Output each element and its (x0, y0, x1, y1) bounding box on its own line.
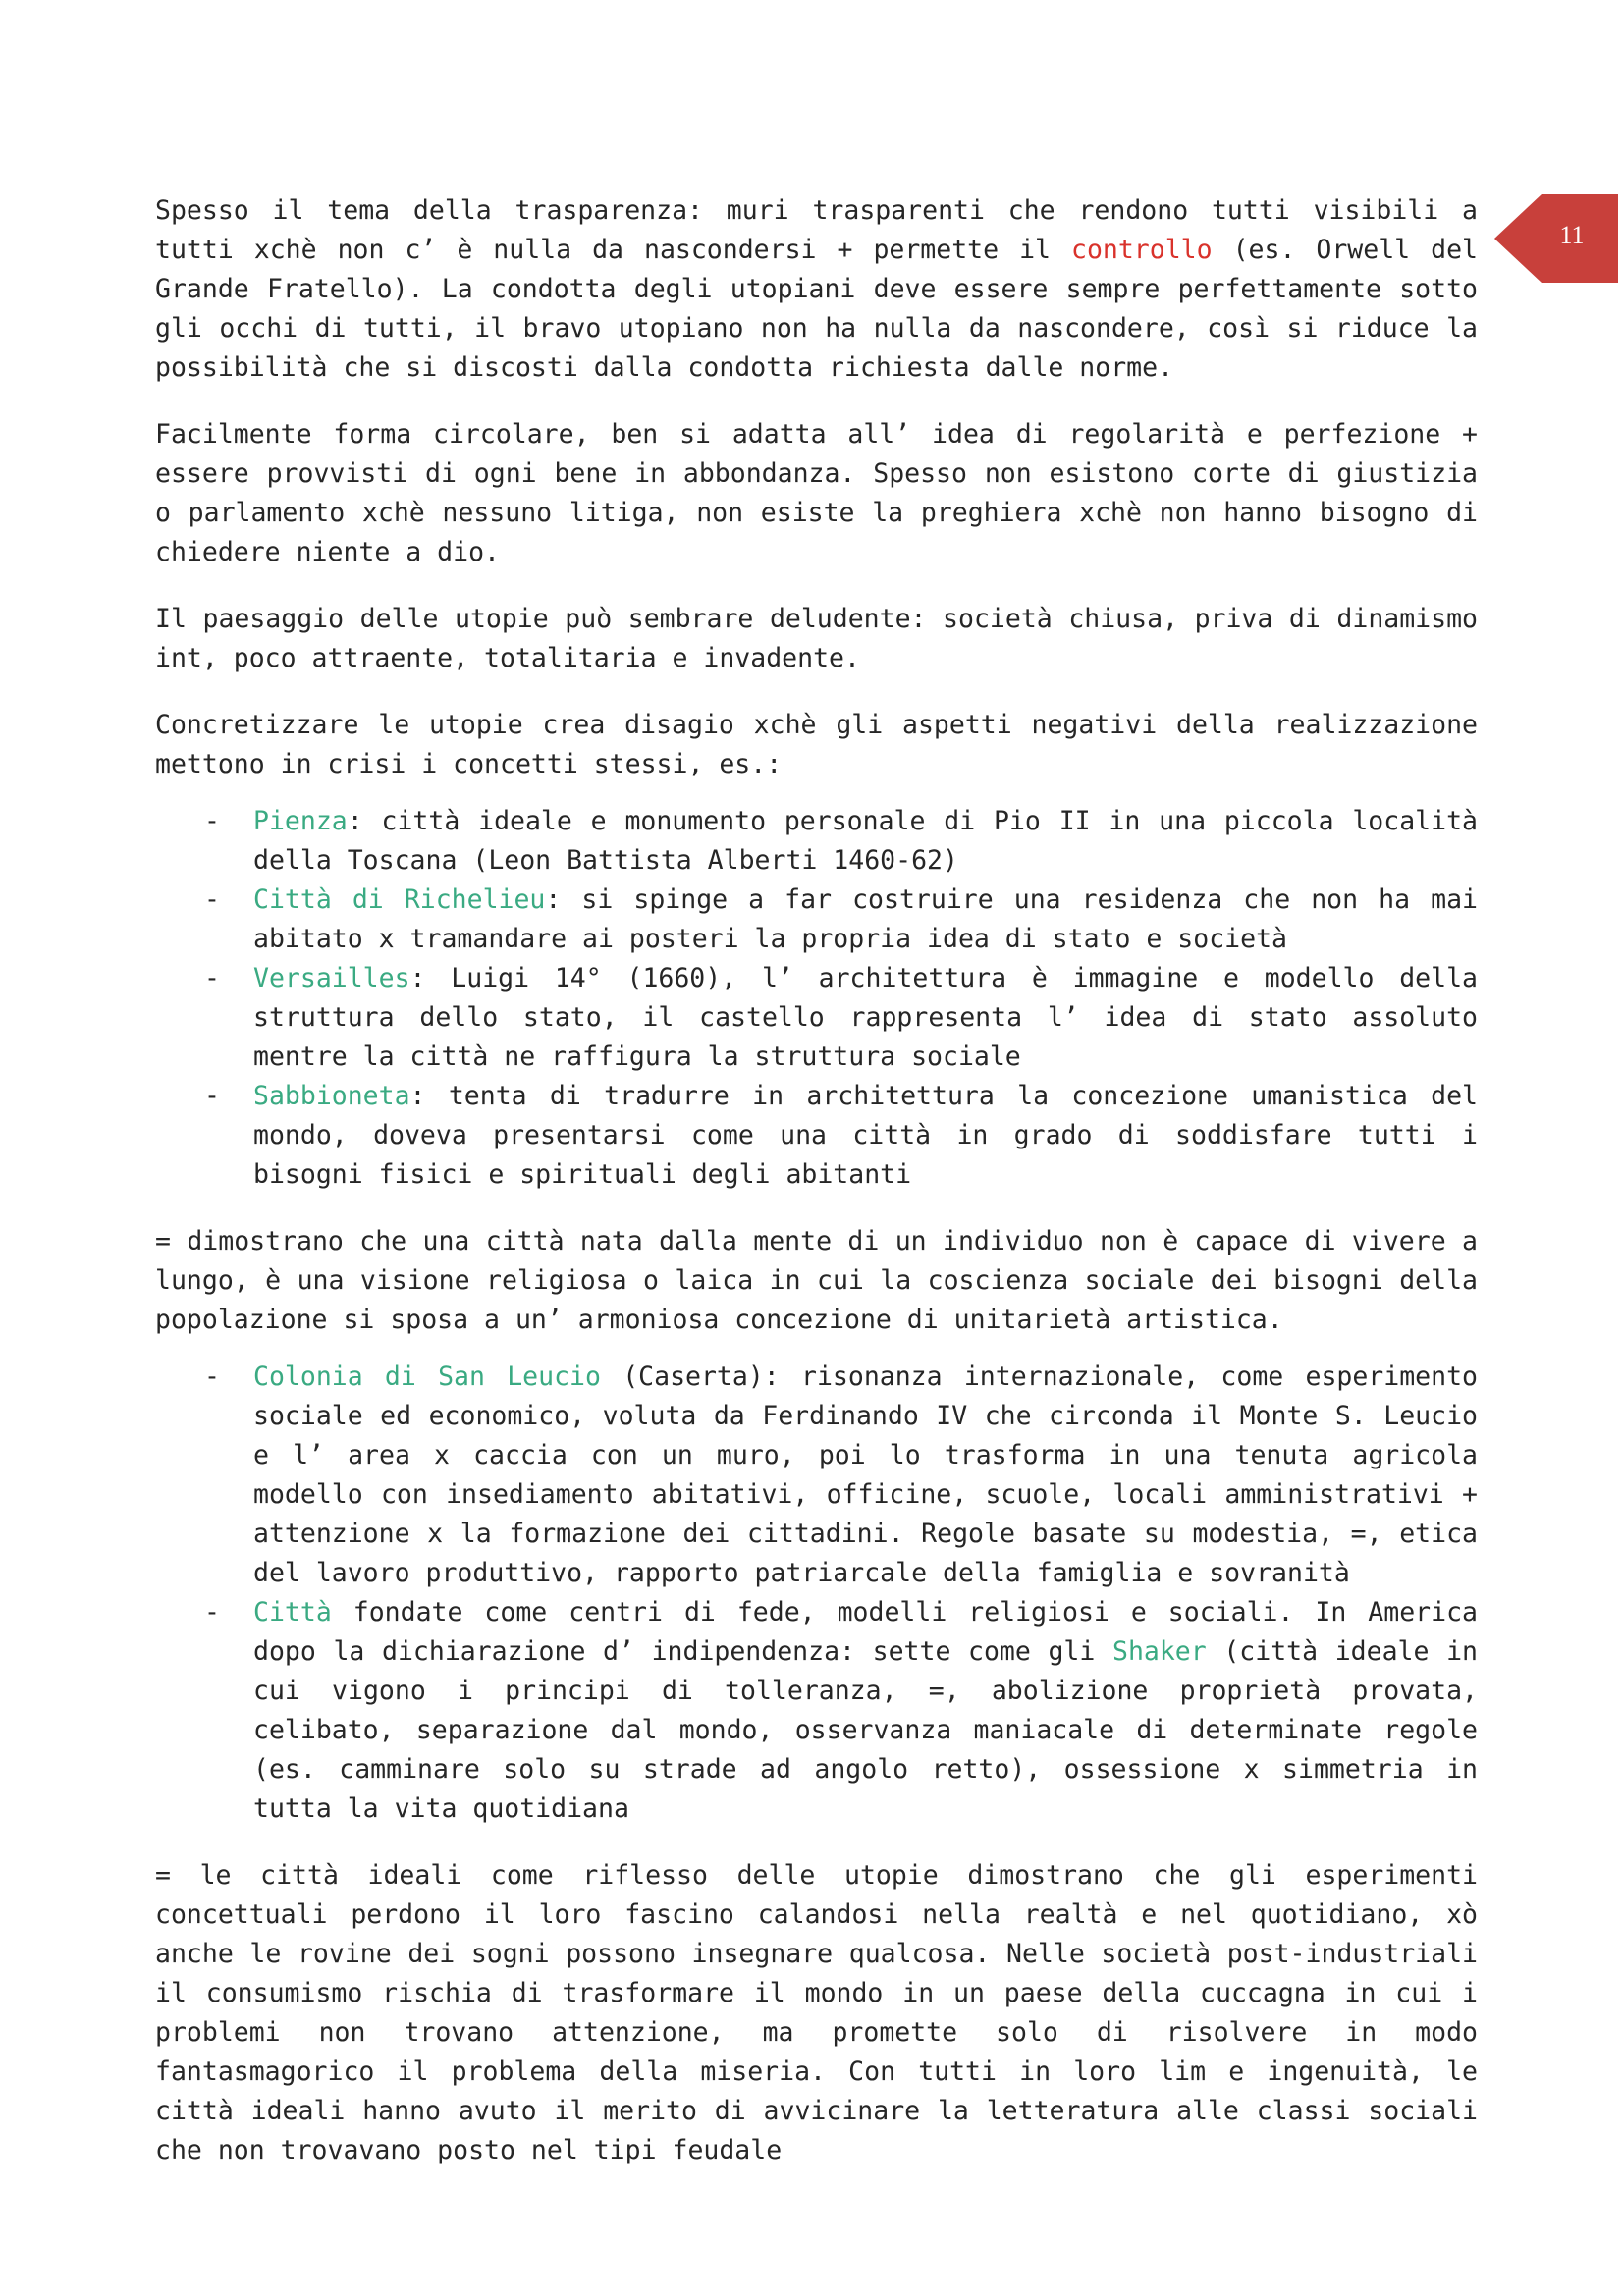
bullet-dash: - (204, 806, 220, 836)
term-pienza: Pienza (253, 806, 348, 836)
paragraph-demonstrate: = dimostrano che una città nata dalla mente di un individuo non è capace di vivere a lungo, è una visione religiosa o laica in cui la coscienza sociale dei bisogni della popolazione si sposa a un’ armoniosa concezione di unitarietà artistica. (155, 1226, 1478, 1335)
paragraph-conclusion: = le città ideali come riflesso delle utopie dimostrano che gli esperimenti concettuali perdono il loro fascino calandosi nella realtà e nel quotidiano, xò anche le rovine dei sogni possono insegnare qualcosa. Nelle società post-industriali il consumismo rischia di trasformare il mondo in un paese della cuccagna in cui i problemi non trovano attenzione, ma promette solo di risolvere in modo fantasmagorico il problema della miseria. Con tutti in loro lim e ingenuità, le città ideali hanno avuto il merito di avvicinare la letteratura alle classi sociali che non trovavano posto nel tipi feudale (155, 1860, 1478, 2165)
highlight-controllo: controllo (1070, 235, 1213, 265)
term-versailles: Versailles (253, 963, 410, 993)
paragraph-landscape: Il paesaggio delle utopie può sembrare deludente: società chiusa, priva di dinamismo int, poco attraente, totalitaria e invadente. (155, 604, 1478, 673)
bullet-dash: - (204, 1081, 220, 1111)
list-item-citta-fede: - Città fondate come centri di fede, modelli religiosi e sociali. In America dopo la dichiarazione d’ indipendenza: sette come gli Shaker (città ideale in cui vigono i principi di tolleranza, =, abolizione proprietà provata, celibato, separazione dal mondo, osservanza maniacale di determinate regole (es. camminare solo su strade ad angolo retto), ossessione x simmetria in tutta la vita quotidiana (155, 1593, 1478, 1829)
term-citta: Città (253, 1597, 332, 1628)
term-sabbioneta: Sabbioneta (253, 1081, 410, 1111)
list-item-san-leucio: - Colonia di San Leucio (Caserta): risonanza internazionale, come esperimento sociale ed economico, voluta da Ferdinando IV che circonda il Monte S. Leucio e l’ area x caccia con un muro, poi lo trasforma in una tenuta agricola modello con insediamento abitativi, officine, scuole, locali amministrativi + attenzione x la formazione dei cittadini. Regole basate su modestia, =, etica del lavoro produttivo, rapporto patriarcale della famiglia e sovranità (155, 1358, 1478, 1593)
bullet-dash: - (204, 963, 220, 993)
bullet-dash: - (204, 1362, 220, 1392)
page-number-badge (1494, 194, 1618, 283)
list-item-sabbioneta: - Sabbioneta: tenta di tradurre in architettura la concezione umanistica del mondo, doveva presentarsi come una città in grado di soddisfare tutti i bisogni fisici e spirituali degli abitanti (155, 1077, 1478, 1195)
bullet-dash: - (204, 1597, 220, 1628)
paragraph-transparency: Spesso il tema della trasparenza: muri trasparenti che rendono tutti visibili a tutti xchè non c’ è nulla da nascondersi + permette il controllo (es. Orwell del Grande Fratello). La condotta degli utopiani deve essere sempre perfettamente sotto gli occhi di tutti, il bravo utopiano non ha nulla da nascondere, così si riduce la possibilità che si discosti dalla condotta richiesta dalle norme. (155, 195, 1478, 383)
list-item-richelieu: - Città di Richelieu: si spinge a far costruire una residenza che non ha mai abitato x tramandare ai posteri la propria idea di stato e società (155, 881, 1478, 959)
list-item-pienza: - Pienza: città ideale e monumento personale di Pio II in una piccola località della Toscana (Leon Battista Alberti 1460-62) (155, 802, 1478, 881)
term-san-leucio: Colonia di San Leucio (253, 1362, 601, 1392)
paragraph-concretize: Concretizzare le utopie crea disagio xchè gli aspetti negativi della realizzazione mettono in crisi i concetti stessi, es.: (155, 710, 1478, 779)
paragraph-circular-form: Facilmente forma circolare, ben si adatta all’ idea di regolarità e perfezione + essere provvisti di ogni bene in abbondanza. Spesso non esistono corte di giustizia o parlamento xchè nessuno litiga, non esiste la preghiera xchè non hanno bisogno di chiedere niente a dio. (155, 419, 1478, 567)
colonies-list (155, 1358, 1478, 1829)
term-richelieu: Città di Richelieu (253, 884, 546, 915)
ideal-cities-list (155, 802, 1478, 1195)
page-number: 11 (1559, 221, 1585, 249)
document-body (155, 191, 1478, 2198)
list-item-versailles: - Versailles: Luigi 14° (1660), l’ architettura è immagine e modello della struttura dello stato, il castello rappresenta l’ idea di stato assoluto mentre la città ne raffigura la struttura sociale (155, 959, 1478, 1077)
bullet-dash: - (204, 884, 220, 915)
term-shaker: Shaker (1111, 1636, 1207, 1667)
